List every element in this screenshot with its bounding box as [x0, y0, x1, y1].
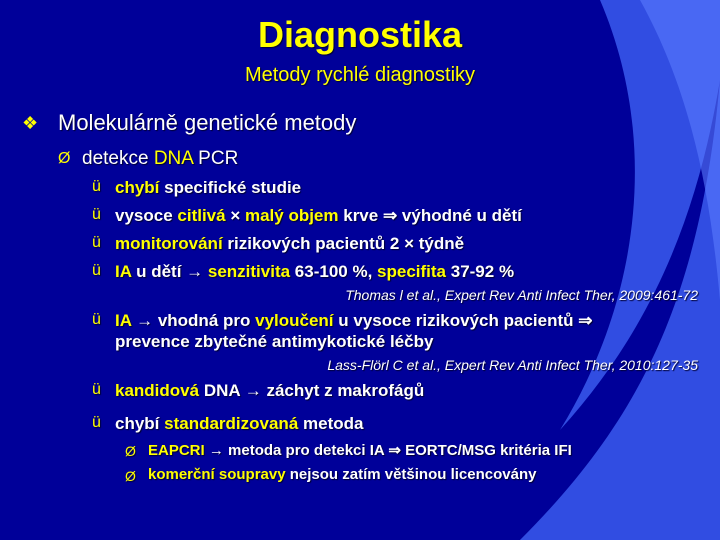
std-a: chybí — [115, 414, 165, 433]
check-item-kandidova — [115, 381, 424, 401]
sub-item-eapcri — [148, 441, 572, 459]
eapcri-b: → metoda pro detekci IA ⇒ EORTC/MSG kritéria IFI — [204, 442, 572, 459]
check1-b: specifické studie — [164, 178, 302, 197]
check2-a: vysoce — [115, 206, 178, 225]
kand-b: DNA → záchyt z makrofágů — [199, 381, 425, 400]
citation-thomas: Thomas l et al., Expert Rev Anti Infect Ther, 2009:461-72 — [345, 287, 698, 303]
checkmark-icon: ü — [92, 262, 101, 279]
check-item-2 — [115, 206, 522, 226]
check2-d: malý objem — [244, 206, 339, 225]
citation-lass-florl: Lass-Flörl C et al., Expert Rev Anti Infect Ther, 2010:127-35 — [327, 357, 698, 373]
level1-heading — [58, 110, 356, 136]
std-b: standardizovaná — [164, 414, 299, 433]
check-item-3 — [115, 234, 464, 254]
checkmark-icon: ü — [92, 311, 101, 328]
ia-b: → vhodná pro — [131, 311, 256, 330]
check-item-4 — [115, 262, 514, 282]
level1-text: Molekulárně genetické metody — [58, 110, 357, 135]
check-item-1 — [115, 178, 301, 198]
checkmark-icon: ü — [92, 206, 101, 223]
pcr-label: PCR — [192, 148, 239, 169]
check-item-ia — [115, 311, 592, 331]
arrow-bullet-icon: Ø — [125, 443, 136, 459]
ia-a: IA — [115, 311, 132, 330]
check2-b: citlivá — [177, 206, 226, 225]
std-c: metoda — [298, 414, 364, 433]
check4-e: specifita — [377, 262, 447, 281]
dna-label: DNA — [153, 148, 193, 169]
check-item-ia-line2: prevence zbytečné antimykotické léčby — [115, 332, 434, 351]
checkmark-icon: ü — [92, 178, 101, 195]
check-item-standard — [115, 414, 363, 434]
kits-a: komerční soupravy — [148, 466, 286, 483]
checkmark-icon: ü — [92, 234, 101, 251]
eapcri-a: EAPCRI — [148, 442, 205, 459]
check4-c: senzitivita — [207, 262, 291, 281]
ia-d: u vysoce rizikových pacientů ⇒ — [333, 311, 593, 330]
check2-e: krve ⇒ výhodné u dětí — [338, 206, 522, 225]
ia-c: vyloučení — [255, 311, 334, 330]
check3-b: rizikových pacientů 2 × týdně — [222, 234, 465, 253]
check4-b: u dětí → — [131, 262, 208, 281]
check4-d: 63-100 %, — [290, 262, 378, 281]
kand-a: kandidová — [115, 381, 200, 400]
page-subtitle: Metody rychlé diagnostiky — [244, 64, 476, 86]
sub-item-kits — [148, 466, 536, 483]
checkmark-icon: ü — [92, 381, 101, 398]
level2-heading — [82, 148, 238, 170]
checkmark-icon: ü — [92, 414, 101, 431]
diamond-bullet-icon: ❖ — [22, 113, 39, 133]
check2-c: × — [225, 206, 245, 225]
dna-prefix: detekce — [82, 148, 154, 169]
arrow-bullet-icon: Ø — [125, 468, 136, 484]
check3-a: monitorování — [115, 234, 223, 253]
arrow-bullet-icon: Ø — [58, 150, 71, 167]
check1-a: chybí — [115, 178, 165, 197]
page-title: Diagnostika — [257, 14, 463, 55]
check4-f: 37-92 % — [446, 262, 515, 281]
check4-a: IA — [115, 262, 132, 281]
kits-b: nejsou zatím většinou licencovány — [285, 466, 537, 483]
